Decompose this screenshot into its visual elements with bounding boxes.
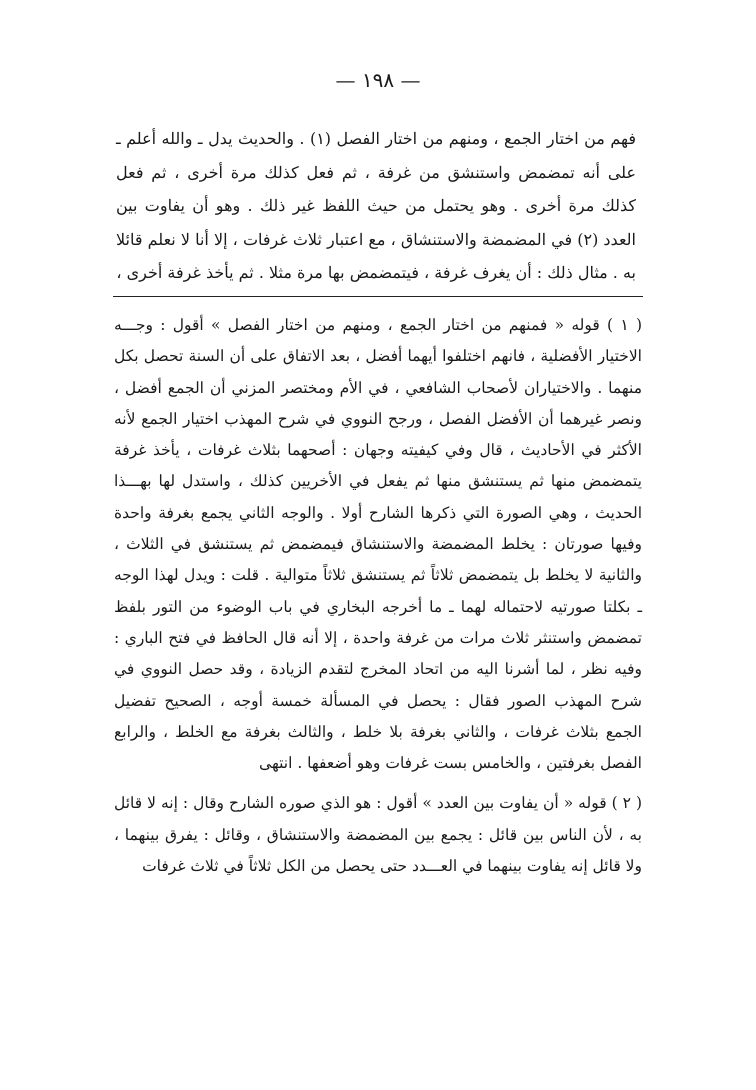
- footnote-1: [114, 310, 642, 779]
- footnote-2: [114, 788, 642, 882]
- footnote-2-text: ( ٢ ) قوله « أن يفاوت بين العدد » أقول : هو الذي صوره الشارح وقال : إنه لا قائل به ، لأن الناس بين قائل : يجمع بين المضمضة والاستنشاق ، وقائل : يفرق بينهما ، ولا قائل إنه يفاوت بينهما في العـــدد حتى يحصل من الكل ثلاثاً في ثلاث غرفات: [114, 794, 642, 876]
- footnotes-section: [114, 310, 642, 882]
- footnote-separator: [113, 296, 643, 297]
- page-number: — ١٩٨ —: [335, 68, 421, 92]
- footnote-1-text: ( ١ ) قوله « فمنهم من اختار الجمع ، ومنهم من اختار الفصل » أقول : وجـــه الاختيار الأفضلية ، فانهم اختلفوا أيهما أفضل ، بعد الاتفاق على أن السنة تحصل بكل منهما . والاختياران لأصحاب الشافعي ، في الأم ومختصر المزني أن الجمع أفضل ، ونصر غيرهما أن الأفضل الفصل ، ورجح النووي في شرح المهذب اختيار الجمع لأنه الأكثر في الأحاديث ، قال وفي كيفيته وجهان : أصحهما بثلاث غرفات ، يأخذ غرفة يتمضمض منها ثم يستنشق منها ثم يفعل في الأخريين كذلك ، واستدل لها بهـــذا الحديث ، وهي الصورة التي ذكرها الشارح أولا . والوجه الثاني يجمع بغرفة واحدة وفيها صورتان : يخلط المضمضة والاستنشاق فيمضمض ثم يستنشق في الثلاث ، والثانية لا يخلط بل يتمضمض ثلاثاً ثم يستنشق ثلاثاً متوالية . قلت : ويدل لهذا الوجه ـ بكلتا صورتيه لاحتماله لهما ـ ما أخرجه البخاري في باب الوضوء من التور بلفظ تمضمض واستنثر ثلاث مرات من غرفة واحدة ، إلا أنه قال الحافظ في فتح الباري : وفيه نظر ، لما أشرنا اليه من اتحاد المخرج لتقدم الزيادة ، وقد حصل النووي في شرح المهذب الصور فقال : يحصل في المسألة خمسة أوجه ، الصحيح تفضيل الجمع بثلاث غرفات ، والثاني بغرفة بلا خلط ، والثالث بغرفة مع الخلط ، والرابع الفصل بغرفتين ، والخامس بست غرفات وهو أضعفها . انتهى: [114, 316, 642, 773]
- main-text-paragraph: فهم من اختار الجمع ، ومنهم من اختار الفصل (١) . والحديث يدل ـ والله أعلم ـ على أنه تمضمض واستنشق من غرفة ، ثم فعل كذلك مرة أخرى ، ثم فعل كذلك مرة أخرى . وهو يحتمل من حيث اللفظ غير ذلك . وهو أن يفاوت بين العدد (٢) في المضمضة والاستنشاق ، مع اعتبار ثلاث غرفات ، إلا أنا لا نعلم قائلا به . مثال ذلك : أن يغرف غرفة ، فيتمضمض بها مرة مثلا . ثم يأخذ غرفة أخرى ،: [116, 129, 637, 283]
